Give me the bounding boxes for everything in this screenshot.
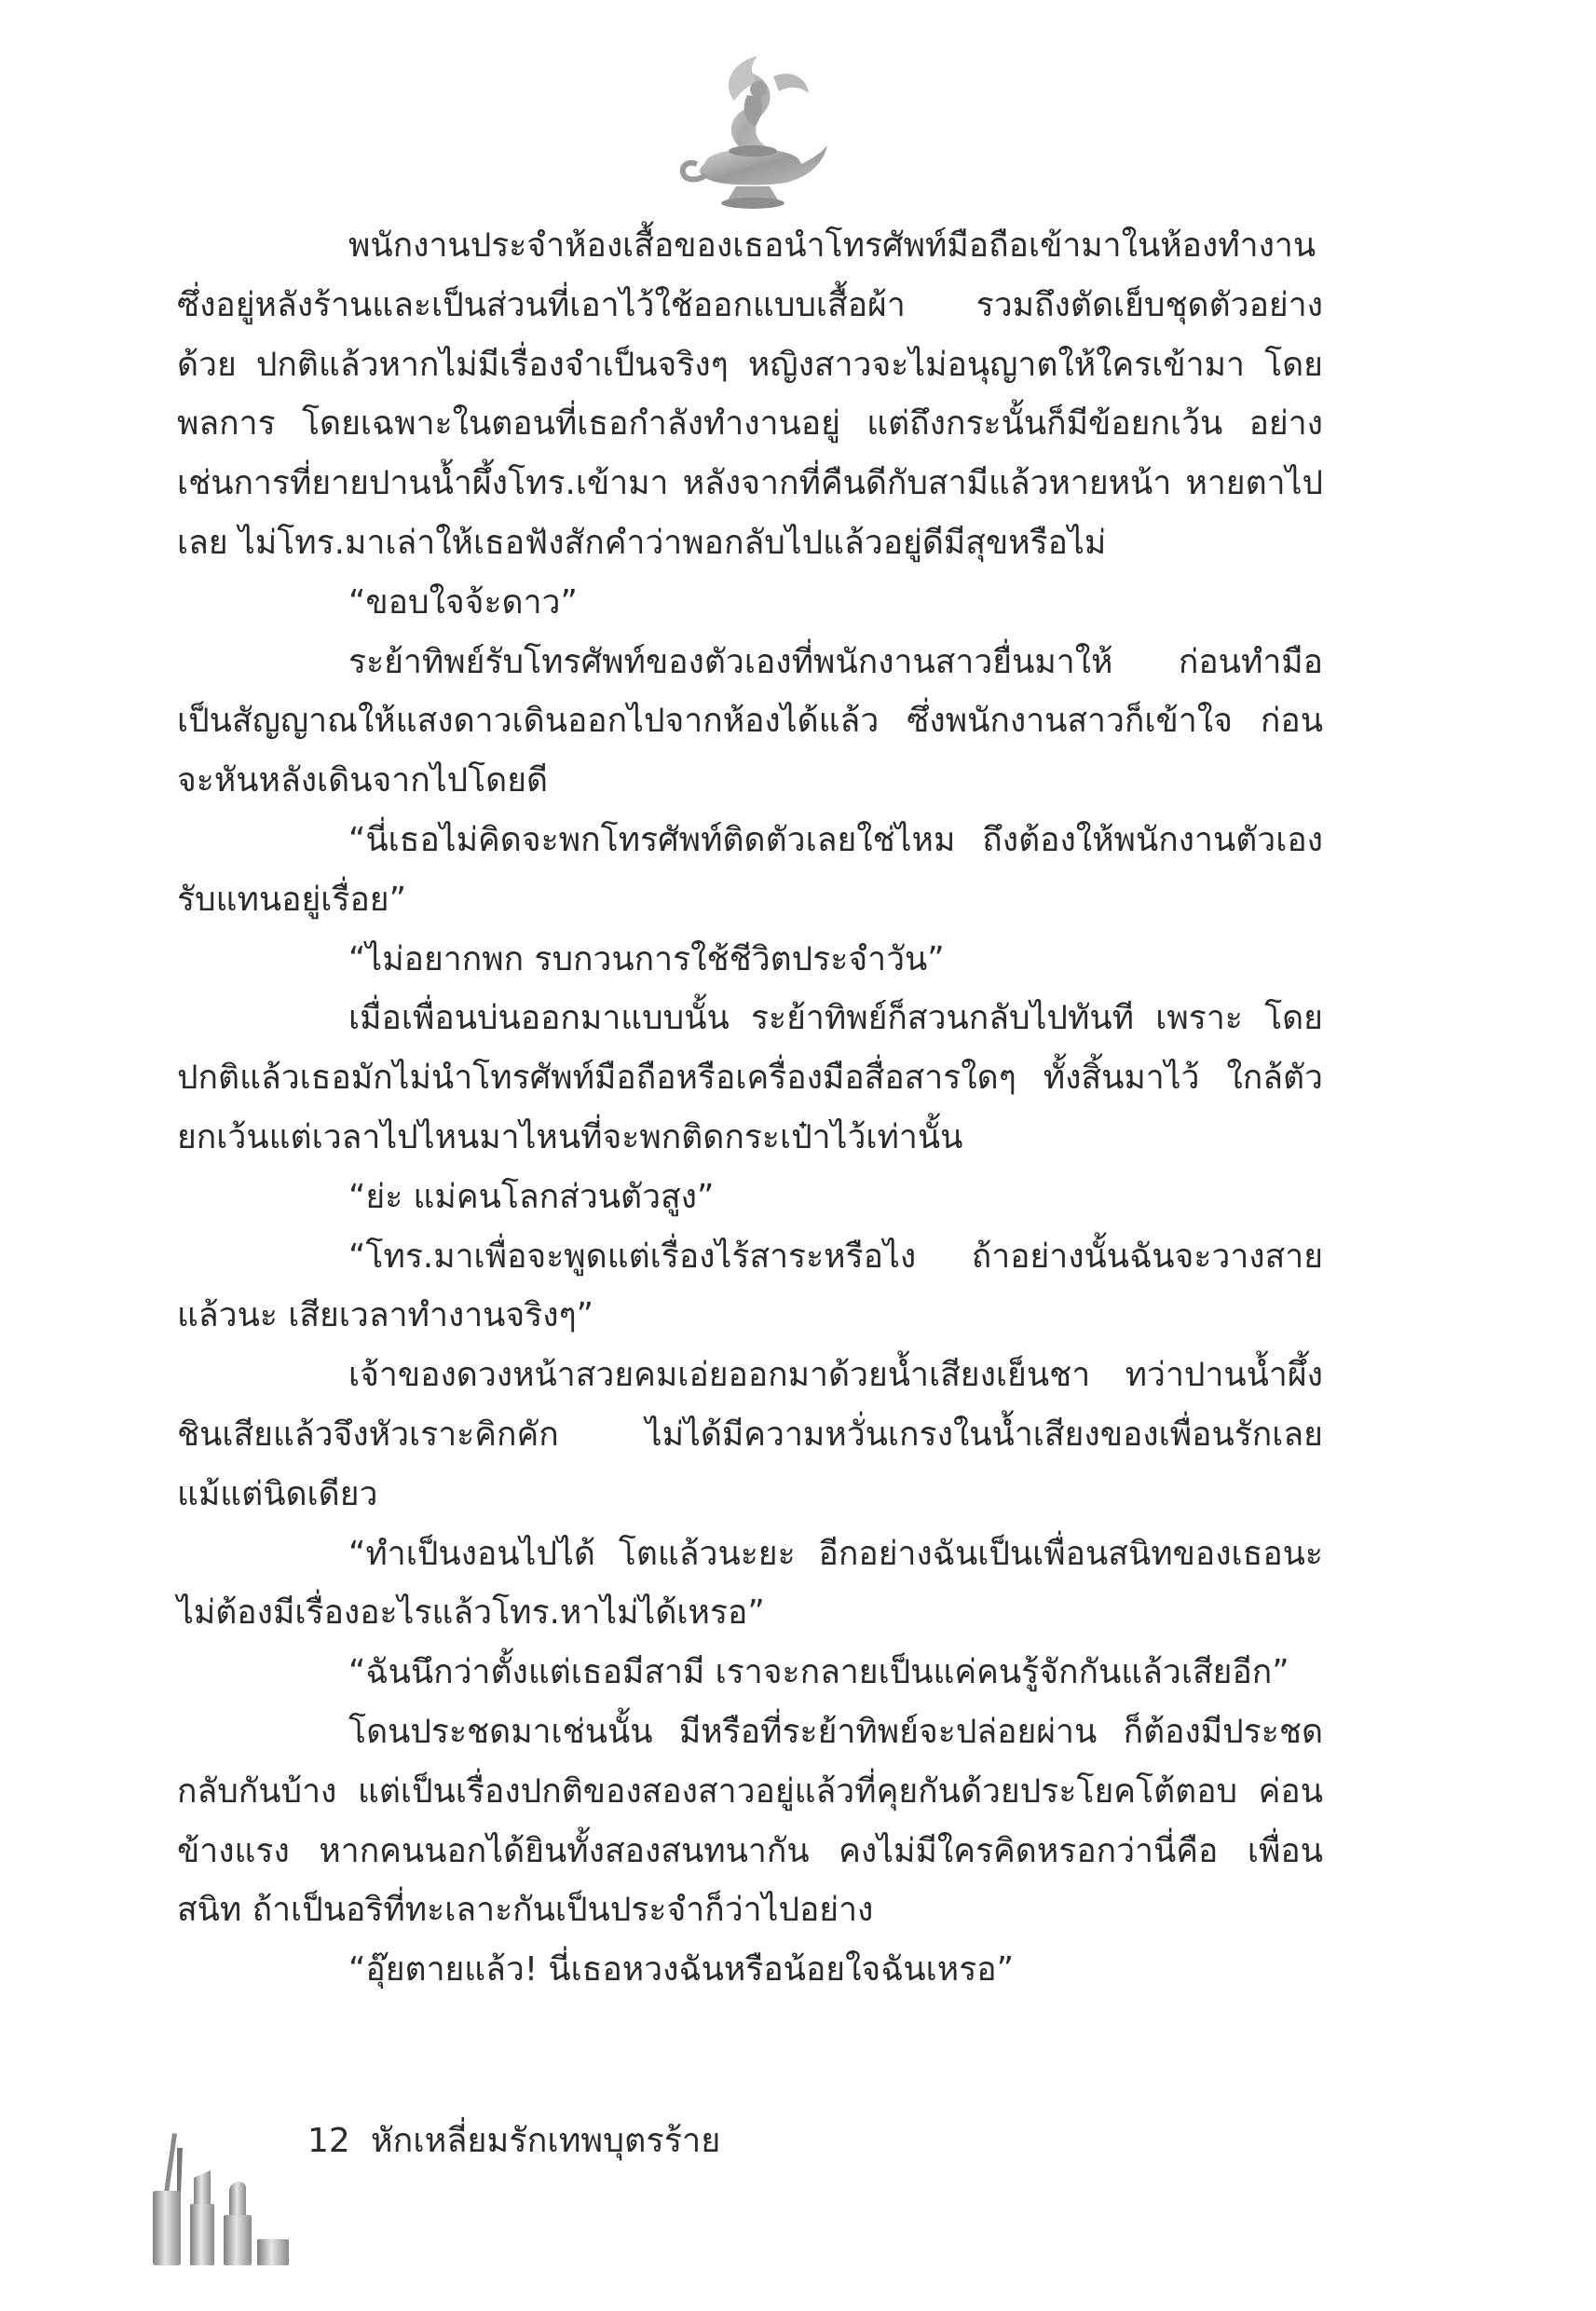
paragraph: “ฉันนึกว่าตั้งแต่เธอมีสามี เราจะกลายเป็นแค่คนรู้จักกันแล้วเสียอีก” — [348, 1653, 1289, 1692]
paragraph: เจ้าของดวงหน้าสวยคมเอ่ยออกมาด้วยน้ำเสียงเย็นชา ทว่าปานน้ำผึ้ง ชินเสียแล้วจึงหัวเราะคิกคัก ไม่ได้มีความหวั่นเกรงในน้ำเสียงของเพื่อนรักเลย แม้แต่นิดเดียว — [177, 1356, 1323, 1513]
paragraph: “ไม่อยากพก รบกวนการใช้ชีวิตประจำวัน” — [348, 939, 945, 978]
paragraph: “โทร.มาเพื่อจะพูดแต่เรื่องไร้สาระหรือไง ถ้าอย่างนั้นฉันจะวางสาย แล้วนะ เสียเวลาทำงานจริงๆ” — [177, 1237, 1323, 1335]
paragraph: เมื่อเพื่อนบ่นออกมาแบบนั้น ระย้าทิพย์ก็สวนกลับไปทันที เพราะ โดยปกติแล้วเธอมักไม่นำโทรศัพท์มือถือหรือเครื่องมือสื่อสารใดๆ ทั้งสิ้นมาไว้ ใกล้ตัว ยกเว้นแต่เวลาไปไหนมาไหนที่จะพกติดกระเป๋าไว้เท่านั้น — [177, 999, 1323, 1156]
paragraph: “นี่เธอไม่คิดจะพกโทรศัพท์ติดตัวเลยใช่ไหม ถึงต้องให้พนักงานตัวเอง รับแทนอยู่เรื่อย” — [177, 820, 1323, 919]
cosmetics-icon — [140, 2129, 293, 2269]
paragraph: “ย่ะ แม่คนโลกส่วนตัวสูง” — [348, 1177, 715, 1216]
page-number: 12 — [307, 2122, 350, 2160]
genie-lamp-icon — [669, 45, 837, 217]
page-footer — [307, 2113, 720, 2169]
paragraph: โดนประชดมาเช่นนั้น มีหรือที่ระย้าทิพย์จะปล่อยผ่าน ก็ต้องมีประชด กลับกันบ้าง แต่เป็นเรื่องปกติของสองสาวอยู่แล้วที่คุยกันด้วยประโยคโต้ตอบ ค่อนข้างแรง หากคนนอกได้ยินทั้งสองสนทนากัน คงไม่มีใครคิดหรอกว่านี่คือ เพื่อนสนิท ถ้าเป็นอริที่ทะเลาะกันเป็นประจำก็ว่าไปอย่าง — [177, 1712, 1323, 1930]
paragraph: ระย้าทิพย์รับโทรศัพท์ของตัวเองที่พนักงานสาวยื่นมาให้ ก่อนทำมือ เป็นสัญญาณให้แสงดาวเดินออกไปจากห้องได้แล้ว ซึ่งพนักงานสาวก็เข้าใจ ก่อนจะหันหลังเดินจากไปโดยดี — [177, 642, 1323, 800]
paragraph: “ทำเป็นงอนไปได้ โตแล้วนะยะ อีกอย่างฉันเป็นเพื่อนสนิทของเธอนะ ไม่ต้องมีเรื่องอะไรแล้วโทร.หาไม่ได้เหรอ” — [177, 1534, 1323, 1633]
paragraph: พนักงานประจำห้องเสื้อของเธอนำโทรศัพท์มือถือเข้ามาในห้องทำงาน ซึ่งอยู่หลังร้านและเป็นส่วนที่เอาไว้ใช้ออกแบบเสื้อผ้า รวมถึงตัดเย็บชุดตัวอย่าง ด้วย ปกติแล้วหากไม่มีเรื่องจำเป็นจริงๆ หญิงสาวจะไม่อนุญาตให้ใครเข้ามา โดยพลการ โดยเฉพาะในตอนที่เธอกำลังทำงานอยู่ แต่ถึงกระนั้นก็มีข้อยกเว้น อย่างเช่นการที่ยายปานน้ำผึ้งโทร.เข้ามา หลังจากที่คืนดีกับสามีแล้วหายหน้า หายตาไปเลย ไม่โทร.มาเล่าให้เธอฟังสักคำว่าพอกลับไปแล้วอยู่ดีมีสุขหรือไม่ — [177, 226, 1323, 562]
book-title: หักเหลี่ยมรักเทพบุตรร้าย — [370, 2122, 721, 2160]
paragraph: “อุ๊ยตายแล้ว! นี่เธอหวงฉันหรือน้อยใจฉันเหรอ” — [348, 1950, 1014, 1990]
body-text — [177, 216, 1323, 2000]
paragraph: “ขอบใจจ้ะดาว” — [348, 582, 578, 622]
